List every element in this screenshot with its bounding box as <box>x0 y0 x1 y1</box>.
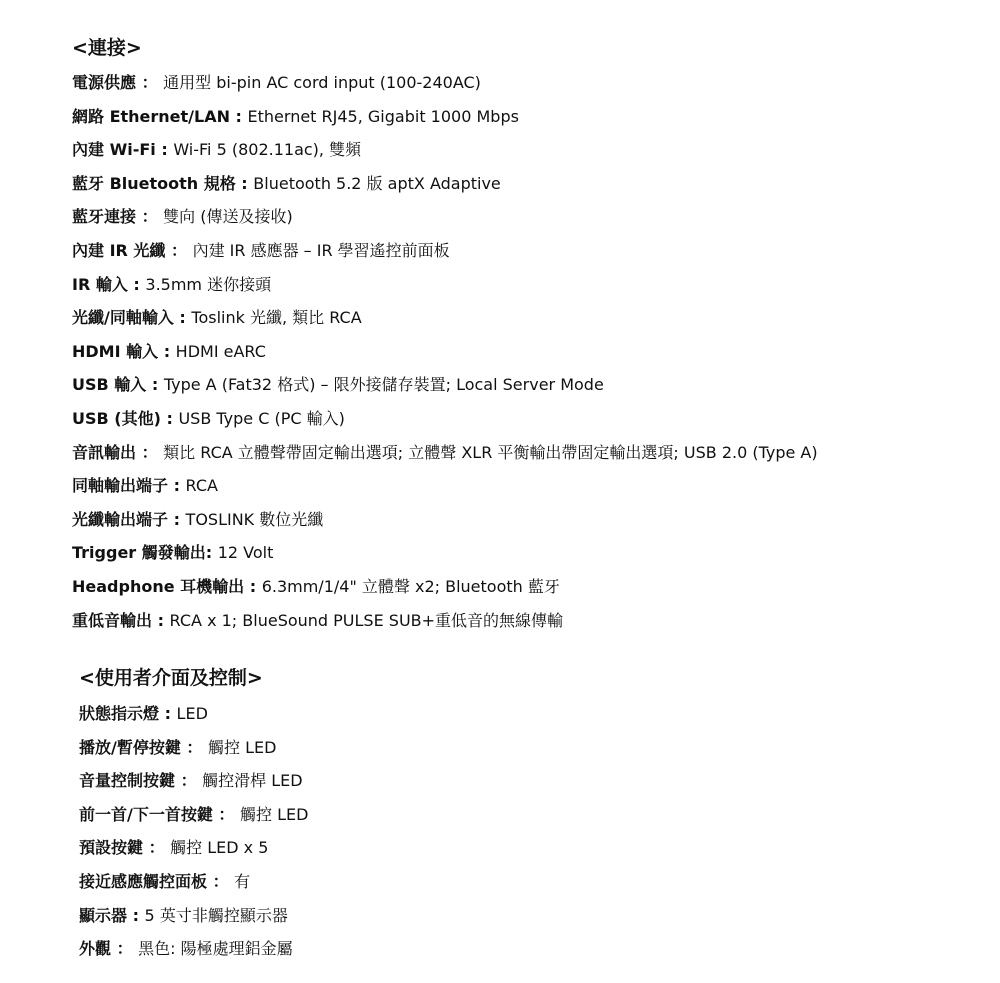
spec-label: 顯示器 : <box>79 905 145 925</box>
spec-row-ethernet <box>72 100 1000 134</box>
spec-value: HDMI eARC <box>175 341 266 361</box>
spec-label: 同軸輸出端子 : <box>72 476 186 496</box>
spec-value: Wi-Fi 5 (802.11ac), 雙頻 <box>173 140 362 160</box>
spec-row-presets <box>79 831 1000 865</box>
spec-row-hdmi <box>72 335 1000 369</box>
spec-value: 5 英寸非觸控顯示器 <box>144 905 288 925</box>
spec-row-audio-output <box>72 436 1000 470</box>
spec-value: 6.3mm/1/4" 立體聲 x2; Bluetooth 藍牙 <box>261 576 560 596</box>
connection-heading: <連接> <box>72 37 142 59</box>
spec-label: 音量控制按鍵 ： <box>79 771 203 791</box>
spec-value: 雙向 (傳送及接收) <box>163 207 293 227</box>
spec-row-status-light <box>79 697 1000 731</box>
spec-row-bluetooth-connect <box>72 200 1000 234</box>
spec-value: USB Type C (PC 輸入) <box>178 408 345 428</box>
spec-row-finish <box>79 932 1000 966</box>
spec-label: 播放/暫停按鍵 ： <box>79 737 208 757</box>
spec-label: 網路 Ethernet/LAN : <box>72 106 248 126</box>
spec-row-prev-next <box>79 798 1000 832</box>
spec-value: Type A (Fat32 格式) – 限外接儲存裝置; Local Server Mode <box>163 375 604 395</box>
spec-label: 重低音輸出 : <box>72 610 170 630</box>
spec-label: 藍牙連接 ： <box>72 207 164 227</box>
spec-value: Toslink 光纖, 類比 RCA <box>191 308 362 328</box>
spec-row-display <box>79 899 1000 933</box>
spec-label: 光纖/同軸輸入 : <box>72 308 192 328</box>
spec-row-bluetooth <box>72 167 1000 201</box>
spec-row-proximity <box>79 865 1000 899</box>
spec-value: 觸控滑桿 LED <box>202 771 303 791</box>
spec-row-ir-input <box>72 268 1000 302</box>
spec-row-optical-output <box>72 503 1000 537</box>
spec-row-play-pause <box>79 731 1000 765</box>
spec-label: 外觀 ： <box>79 939 139 959</box>
spec-label: 藍牙 Bluetooth 規格 : <box>72 173 254 193</box>
spec-label: USB (其他) : <box>72 408 179 428</box>
spec-value: 黑色: 陽極處理鋁金屬 <box>138 939 293 959</box>
spec-row-usb-other <box>72 402 1000 436</box>
spec-value: 類比 RCA 立體聲帶固定輸出選項; 立體聲 XLR 平衡輸出帶固定輸出選項; USB 2.0 (Type A) <box>163 442 818 462</box>
spec-value: 12 Volt <box>217 543 274 563</box>
spec-value: 觸控 LED <box>240 804 309 824</box>
spec-label: 光纖輸出端子 : <box>72 509 186 529</box>
spec-value: RCA <box>185 476 218 496</box>
spec-label: Headphone 耳機輸出 : <box>72 576 262 596</box>
spec-label: 前一首/下一首按鍵 ： <box>79 804 240 824</box>
spec-row-usb-input <box>72 368 1000 402</box>
ui-controls-heading: <使用者介面及控制> <box>79 667 263 689</box>
spec-label: 接近感應觸控面板 ： <box>79 871 235 891</box>
spec-value: 觸控 LED x 5 <box>170 838 269 858</box>
spec-value: RCA x 1; BlueSound PULSE SUB+重低音的無線傳輸 <box>169 610 564 630</box>
spec-value: 通用型 bi-pin AC cord input (100-240AC) <box>163 73 481 92</box>
spec-row-coax-output <box>72 469 1000 503</box>
spec-row-subwoofer <box>72 604 1000 638</box>
spec-value: LED <box>176 704 208 723</box>
spec-row-trigger <box>72 536 1000 570</box>
spec-label: 電源供應 ： <box>72 73 164 92</box>
spec-label: 內建 IR 光纖 ： <box>72 240 193 260</box>
spec-row-power <box>72 66 1000 100</box>
spec-row-optical-coax-input <box>72 301 1000 335</box>
spec-label: 音訊輸出 ： <box>72 442 164 462</box>
spec-value: 3.5mm 迷你接頭 <box>145 274 272 294</box>
spec-value: 有 <box>234 871 251 891</box>
spec-label: HDMI 輸入 : <box>72 341 176 361</box>
ui-controls-section <box>79 661 1000 966</box>
spec-value: 觸控 LED <box>208 737 277 757</box>
spec-value: Bluetooth 5.2 版 aptX Adaptive <box>253 173 501 193</box>
spec-value: TOSLINK 數位光纖 <box>185 509 324 529</box>
spec-row-ir <box>72 234 1000 268</box>
spec-value: Ethernet RJ45, Gigabit 1000 Mbps <box>247 106 519 126</box>
connection-section <box>72 30 1000 637</box>
spec-label: 內建 Wi-Fi : <box>72 140 174 160</box>
spec-value: 內建 IR 感應器 – IR 學習遙控前面板 <box>192 240 450 260</box>
spec-row-wifi <box>72 133 1000 167</box>
spec-label: Trigger 觸發輸出: <box>72 543 218 563</box>
spec-label: 狀態指示燈 : <box>79 704 177 723</box>
spec-label: USB 輸入 : <box>72 375 164 395</box>
spec-row-headphone <box>72 570 1000 604</box>
spec-row-volume <box>79 764 1000 798</box>
spec-label: 預設按鍵 ： <box>79 838 171 858</box>
spec-label: IR 輸入 : <box>72 274 146 294</box>
